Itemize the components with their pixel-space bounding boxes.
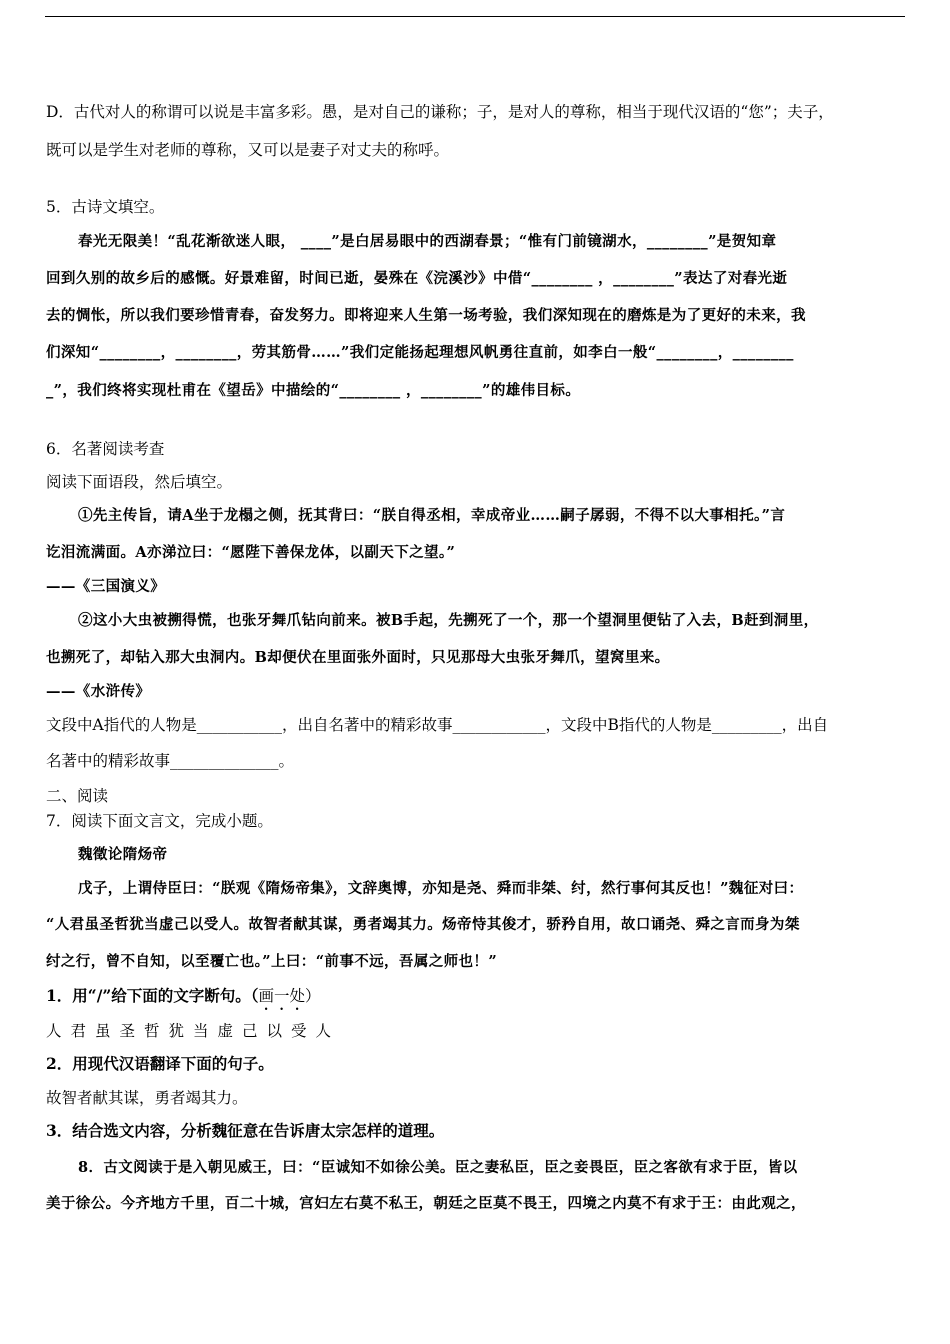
q4-option-d-line2: 既可以是学生对老师的尊称，又可以是妻子对丈夫的称呼。 bbox=[46, 141, 450, 159]
q5-line: 回到久别的故乡后的感慨。好景难留，时间已逝，晏殊在《浣溪沙》中借“________ ，________”表达了对春光逝 bbox=[46, 270, 788, 287]
q6-source1: ——《三国演义》 bbox=[46, 578, 166, 595]
q6-heading: 6．名著阅读考查 bbox=[46, 440, 165, 458]
q4-option-d-line1: D．古代对人的称谓可以说是丰富多彩。愚，是对自己的谦称；子，是对人的尊称，相当于现代汉语的“您”；夫子， bbox=[46, 103, 834, 121]
q7-sub2-text: 故智者献其谋，勇者竭其力。 bbox=[46, 1089, 248, 1107]
q6-fill-line2: 名著中的精彩故事______________。 bbox=[46, 752, 295, 770]
q6-source2: ——《水浒传》 bbox=[46, 683, 151, 700]
q5-line: 春光无限美！“乱花渐欲迷人眼， ____”是白居易眼中的西湖春景；“惟有门前镜湖水，________”是贺知章 bbox=[78, 233, 777, 250]
q7-passage-line: 纣之行，曾不自知，以至覆亡也。”上曰：“前事不远，吾属之师也！” bbox=[46, 953, 498, 970]
q8-line2: 美于徐公。今齐地方千里，百二十城，宫妇左右莫不私王，朝廷之臣莫不畏王，四境之内莫不有求于王：由此观之， bbox=[46, 1195, 806, 1212]
q6-passage2-line2: 也搠死了，却钻入那大虫洞内。B却便伏在里面张外面时，只见那母大虫张牙舞爪，望窝里来。 bbox=[46, 649, 670, 666]
q7-heading: 7．阅读下面文言文，完成小题。 bbox=[46, 812, 273, 830]
q6-instruction: 阅读下面语段，然后填空。 bbox=[46, 473, 233, 491]
q6-passage1-line2: 讫泪流满面。A亦涕泣曰：“愿陛下善保龙体，以副天下之望。” bbox=[46, 544, 456, 561]
q7-sub3: 3．结合选文内容，分析魏征意在告诉唐太宗怎样的道理。 bbox=[46, 1121, 445, 1140]
q7-sub1-suffix: ） bbox=[305, 987, 321, 1005]
q7-sub2: 2．用现代汉语翻译下面的句子。 bbox=[46, 1054, 274, 1073]
q7-passage-line: “人君虽圣哲犹当虚己以受人。故智者献其谋，勇者竭其力。炀帝恃其俊才，骄矜自用，故口诵尧、舜之言而身为桀 bbox=[46, 916, 800, 933]
q7-passage-title: 魏徵论隋炀帝 bbox=[78, 846, 168, 863]
section-heading: 二、阅读 bbox=[46, 787, 109, 805]
q7-sub1-prefix: 1．用“/”给下面的文字断句。（ bbox=[46, 986, 259, 1005]
q7-passage-line: 戊子，上谓侍臣曰：“朕观《隋炀帝集》，文辞奥博，亦知是尧、舜而非桀、纣，然行事何其反也！”魏征对曰： bbox=[78, 880, 804, 897]
q6-passage1-line1: ①先主传旨，请A坐于龙榻之侧，抚其背曰：“朕自得丞相，幸成帝业……嗣子孱弱，不得不以大事相托。”言 bbox=[78, 507, 786, 524]
q7-sub1 bbox=[46, 986, 321, 1014]
q5-heading: 5．古诗文填空。 bbox=[46, 198, 165, 216]
q6-fill-line1: 文段中A指代的人物是___________，出自名著中的精彩故事____________，文段中B指代的人物是_________，出自 bbox=[46, 716, 829, 734]
q6-passage2-line1: ②这小大虫被搠得慌，也张牙舞爪钻向前来。被B手起，先搠死了一个，那一个望洞里便钻了入去，B赶到洞里， bbox=[78, 612, 819, 629]
q5-line: 去的惆怅，所以我们要珍惜青春，奋发努力。即将迎来人生第一场考验，我们深知现在的磨炼是为了更好的未来，我 bbox=[46, 307, 806, 324]
q5-line: 们深知“________，________，劳其筋骨……”我们定能扬起理想风帆勇往直前，如李白一般“________，________ bbox=[46, 344, 794, 361]
q7-sub1-emphasis: 画一处 bbox=[258, 987, 306, 1005]
q7-sub1-text: 人君虽圣哲犹当虚己以受人 bbox=[46, 1022, 341, 1040]
q8-line1: 8．古文阅读于是入朝见威王，曰：“臣诚知不如徐公美。臣之妻私臣，臣之妾畏臣，臣之客欲有求于臣，皆以 bbox=[78, 1159, 798, 1176]
q5-line: _”，我们终将实现杜甫在《望岳》中描绘的“________ ，________”的雄伟目标。 bbox=[46, 382, 581, 399]
header-rule bbox=[45, 16, 905, 17]
